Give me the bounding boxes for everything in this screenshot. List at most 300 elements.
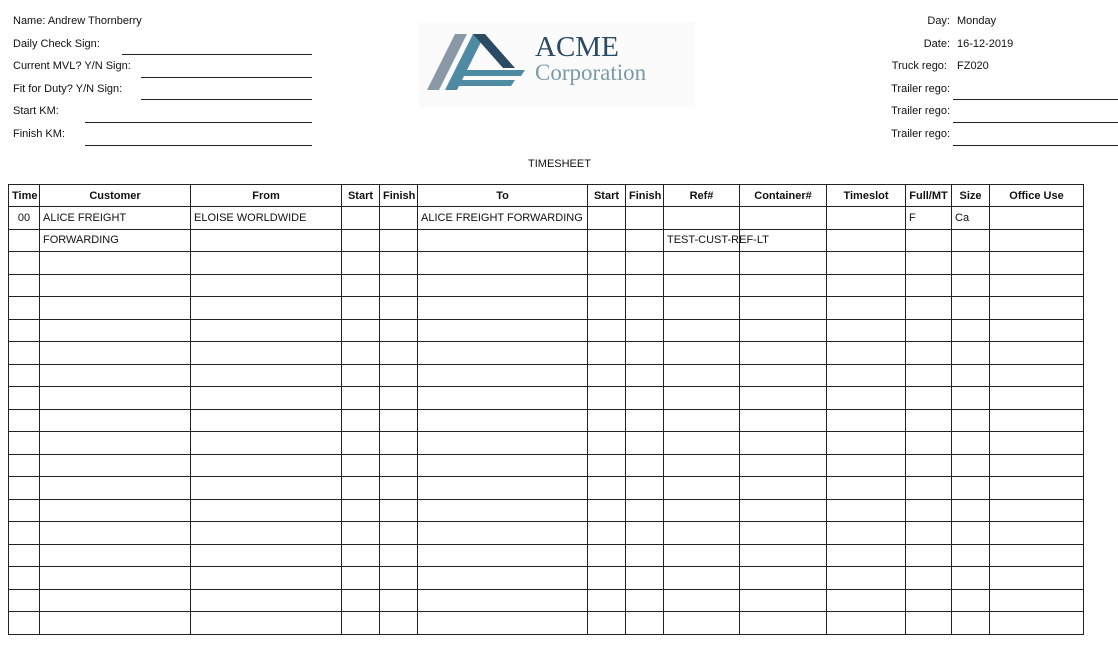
table-cell[interactable]: ALICE FREIGHT	[40, 207, 191, 230]
table-cell[interactable]	[827, 454, 906, 477]
table-cell[interactable]	[9, 432, 40, 455]
table-cell[interactable]	[418, 297, 588, 320]
table-cell[interactable]	[740, 612, 827, 635]
day-value: Monday	[957, 15, 997, 27]
table-cell[interactable]	[418, 499, 588, 522]
table-cell[interactable]	[380, 499, 418, 522]
table-cell[interactable]	[9, 342, 40, 365]
table-cell[interactable]	[626, 544, 664, 567]
table-cell[interactable]	[740, 567, 827, 590]
table-cell[interactable]	[588, 319, 626, 342]
table-cell[interactable]	[588, 409, 626, 432]
table-cell[interactable]	[40, 589, 191, 612]
table-cell[interactable]	[342, 319, 380, 342]
finish-km-line[interactable]	[85, 145, 312, 146]
table-cell[interactable]	[626, 409, 664, 432]
table-cell[interactable]	[342, 387, 380, 410]
table-cell[interactable]	[40, 454, 191, 477]
table-cell[interactable]	[418, 432, 588, 455]
table-row	[9, 432, 1084, 455]
table-cell[interactable]	[906, 342, 952, 365]
table-cell[interactable]	[664, 567, 740, 590]
table-cell[interactable]	[191, 612, 342, 635]
table-cell[interactable]	[990, 207, 1084, 230]
table-cell[interactable]	[418, 589, 588, 612]
table-cell[interactable]	[664, 499, 740, 522]
table-cell[interactable]	[40, 342, 191, 365]
table-cell[interactable]	[380, 454, 418, 477]
table-cell[interactable]	[827, 612, 906, 635]
table-cell[interactable]	[40, 409, 191, 432]
table-cell[interactable]	[990, 364, 1084, 387]
trailer-rego-line-1[interactable]	[953, 99, 1118, 100]
table-cell[interactable]	[664, 477, 740, 500]
table-cell[interactable]	[990, 319, 1084, 342]
table-cell[interactable]	[990, 477, 1084, 500]
table-cell[interactable]	[342, 207, 380, 230]
table-cell[interactable]	[952, 454, 990, 477]
table-cell[interactable]	[342, 589, 380, 612]
table-cell[interactable]	[588, 229, 626, 252]
table-cell[interactable]	[191, 544, 342, 567]
logo-mark-icon	[419, 22, 695, 108]
table-cell[interactable]	[588, 432, 626, 455]
table-cell[interactable]	[664, 252, 740, 275]
table-cell[interactable]	[342, 432, 380, 455]
table-row	[9, 229, 1084, 252]
table-cell[interactable]	[952, 409, 990, 432]
table-cell[interactable]	[664, 432, 740, 455]
table-cell[interactable]	[626, 432, 664, 455]
table-cell[interactable]	[906, 409, 952, 432]
table-cell[interactable]	[588, 522, 626, 545]
table-cell[interactable]	[626, 477, 664, 500]
table-cell[interactable]	[740, 522, 827, 545]
table-cell[interactable]	[664, 297, 740, 320]
table-cell[interactable]	[380, 387, 418, 410]
table-cell[interactable]	[827, 567, 906, 590]
column-header: From	[191, 185, 342, 207]
table-cell[interactable]	[740, 364, 827, 387]
table-cell[interactable]	[827, 342, 906, 365]
date-value: 16-12-2019	[957, 38, 1014, 50]
fit-for-duty-label: Fit for Duty? Y/N Sign:	[13, 83, 123, 95]
table-cell[interactable]	[990, 589, 1084, 612]
table-cell[interactable]	[588, 589, 626, 612]
table-cell[interactable]	[9, 612, 40, 635]
table-cell[interactable]	[664, 612, 740, 635]
table-cell[interactable]	[380, 409, 418, 432]
table-cell[interactable]	[827, 364, 906, 387]
table-cell[interactable]	[191, 432, 342, 455]
table-cell[interactable]	[40, 432, 191, 455]
table-cell[interactable]	[664, 522, 740, 545]
table-cell[interactable]	[827, 589, 906, 612]
table-cell[interactable]	[191, 499, 342, 522]
table-cell[interactable]	[40, 364, 191, 387]
table-cell[interactable]	[626, 297, 664, 320]
table-cell[interactable]	[626, 319, 664, 342]
table-cell[interactable]	[588, 499, 626, 522]
table-cell[interactable]	[664, 364, 740, 387]
table-cell[interactable]	[342, 544, 380, 567]
table-cell[interactable]	[342, 567, 380, 590]
table-cell[interactable]	[380, 274, 418, 297]
table-cell[interactable]	[990, 499, 1084, 522]
table-cell[interactable]	[906, 252, 952, 275]
table-cell[interactable]	[9, 499, 40, 522]
table-cell[interactable]	[990, 297, 1084, 320]
table-cell[interactable]	[827, 432, 906, 455]
table-cell[interactable]	[9, 319, 40, 342]
table-cell[interactable]	[588, 297, 626, 320]
column-header: Start	[588, 185, 626, 207]
table-cell[interactable]: TEST-CUST-REF-LT	[664, 229, 740, 252]
table-cell[interactable]	[952, 544, 990, 567]
table-cell[interactable]	[588, 477, 626, 500]
table-cell[interactable]	[626, 342, 664, 365]
table-cell[interactable]	[906, 274, 952, 297]
table-cell[interactable]	[9, 387, 40, 410]
column-header: Start	[342, 185, 380, 207]
table-cell[interactable]	[906, 364, 952, 387]
table-cell[interactable]	[418, 252, 588, 275]
table-cell[interactable]	[827, 274, 906, 297]
table-cell[interactable]	[990, 409, 1084, 432]
start-km-label: Start KM:	[13, 105, 59, 117]
table-cell[interactable]	[191, 274, 342, 297]
table-header-row	[9, 185, 1084, 207]
table-cell[interactable]	[380, 229, 418, 252]
current-mvl-sign-line[interactable]	[141, 77, 312, 78]
table-cell[interactable]	[827, 297, 906, 320]
table-cell[interactable]	[626, 454, 664, 477]
table-cell[interactable]	[664, 342, 740, 365]
table-cell[interactable]	[342, 274, 380, 297]
table-cell[interactable]	[418, 544, 588, 567]
table-cell[interactable]	[664, 454, 740, 477]
table-cell[interactable]	[990, 522, 1084, 545]
table-cell[interactable]	[626, 522, 664, 545]
table-cell[interactable]	[40, 477, 191, 500]
table-cell[interactable]	[906, 477, 952, 500]
table-cell[interactable]	[990, 567, 1084, 590]
table-cell[interactable]	[952, 229, 990, 252]
table-cell[interactable]	[342, 499, 380, 522]
table-cell[interactable]	[827, 207, 906, 230]
table-cell[interactable]	[342, 297, 380, 320]
table-cell[interactable]	[740, 387, 827, 410]
table-cell[interactable]	[952, 589, 990, 612]
table-row	[9, 387, 1084, 410]
table-cell[interactable]	[740, 207, 827, 230]
table-row	[9, 207, 1084, 230]
table-cell[interactable]	[9, 274, 40, 297]
table-cell[interactable]	[418, 477, 588, 500]
table-cell[interactable]	[191, 522, 342, 545]
logo-line1: ACME	[535, 31, 619, 63]
table-cell[interactable]	[990, 342, 1084, 365]
table-cell[interactable]	[342, 409, 380, 432]
table-cell[interactable]	[906, 454, 952, 477]
table-cell[interactable]	[9, 364, 40, 387]
table-cell[interactable]	[342, 364, 380, 387]
table-cell[interactable]	[588, 207, 626, 230]
table-cell[interactable]	[626, 499, 664, 522]
table-cell[interactable]	[418, 342, 588, 365]
table-cell[interactable]	[40, 567, 191, 590]
table-cell[interactable]	[588, 544, 626, 567]
daily-check-sign-line[interactable]	[122, 54, 312, 55]
table-cell[interactable]	[906, 297, 952, 320]
table-cell[interactable]	[418, 567, 588, 590]
table-cell[interactable]	[191, 342, 342, 365]
table-cell[interactable]	[380, 207, 418, 230]
table-cell[interactable]	[380, 544, 418, 567]
table-cell[interactable]	[380, 432, 418, 455]
table-cell[interactable]	[380, 612, 418, 635]
column-header: Finish	[380, 185, 418, 207]
table-cell[interactable]	[40, 544, 191, 567]
table-cell[interactable]	[626, 229, 664, 252]
table-cell[interactable]	[740, 589, 827, 612]
table-cell[interactable]	[664, 409, 740, 432]
trailer-rego-label-3: Trailer rego:	[891, 128, 950, 140]
table-cell[interactable]	[626, 207, 664, 230]
table-cell[interactable]	[342, 612, 380, 635]
table-cell[interactable]	[9, 567, 40, 590]
column-header: Office Use	[990, 185, 1084, 207]
table-cell[interactable]	[906, 567, 952, 590]
table-cell[interactable]	[342, 477, 380, 500]
table-cell[interactable]	[626, 274, 664, 297]
table-cell[interactable]	[9, 229, 40, 252]
table-cell[interactable]	[906, 229, 952, 252]
table-cell[interactable]	[191, 477, 342, 500]
table-cell[interactable]	[626, 387, 664, 410]
timesheet-body	[9, 207, 1084, 635]
table-cell[interactable]	[191, 409, 342, 432]
table-cell[interactable]	[9, 522, 40, 545]
table-cell[interactable]	[952, 364, 990, 387]
table-cell[interactable]	[740, 544, 827, 567]
column-header: Finish	[626, 185, 664, 207]
table-cell[interactable]	[952, 387, 990, 410]
table-cell[interactable]	[9, 409, 40, 432]
table-cell[interactable]	[380, 252, 418, 275]
table-cell[interactable]	[740, 454, 827, 477]
table-cell[interactable]	[40, 274, 191, 297]
table-cell[interactable]	[990, 252, 1084, 275]
table-cell[interactable]	[380, 319, 418, 342]
table-cell[interactable]	[191, 319, 342, 342]
table-cell[interactable]	[626, 252, 664, 275]
table-cell[interactable]	[740, 252, 827, 275]
table-cell[interactable]	[9, 454, 40, 477]
table-cell[interactable]	[952, 567, 990, 590]
start-km-line[interactable]	[85, 122, 312, 123]
table-cell[interactable]	[418, 454, 588, 477]
table-cell[interactable]	[740, 477, 827, 500]
table-cell[interactable]	[952, 522, 990, 545]
column-header: Ref#	[664, 185, 740, 207]
table-cell[interactable]: FORWARDING	[40, 229, 191, 252]
table-cell[interactable]	[588, 454, 626, 477]
table-cell[interactable]	[342, 342, 380, 365]
table-cell[interactable]	[380, 589, 418, 612]
trailer-rego-line-3[interactable]	[953, 145, 1118, 146]
table-cell[interactable]	[827, 477, 906, 500]
table-cell[interactable]	[740, 342, 827, 365]
table-cell[interactable]	[952, 274, 990, 297]
table-cell[interactable]	[952, 319, 990, 342]
table-cell[interactable]	[626, 364, 664, 387]
table-cell[interactable]	[588, 387, 626, 410]
table-cell[interactable]	[380, 364, 418, 387]
table-cell[interactable]	[906, 432, 952, 455]
table-cell[interactable]	[191, 252, 342, 275]
table-cell[interactable]	[952, 297, 990, 320]
table-cell[interactable]	[990, 454, 1084, 477]
table-cell[interactable]	[906, 387, 952, 410]
table-cell[interactable]	[990, 544, 1084, 567]
table-cell[interactable]	[418, 319, 588, 342]
trailer-rego-line-2[interactable]	[953, 122, 1118, 123]
table-cell[interactable]	[40, 252, 191, 275]
table-cell[interactable]	[827, 409, 906, 432]
table-cell[interactable]	[827, 387, 906, 410]
table-cell[interactable]	[990, 229, 1084, 252]
table-cell[interactable]	[952, 612, 990, 635]
table-cell[interactable]	[664, 589, 740, 612]
logo-line2: Corporation	[535, 60, 647, 85]
table-cell[interactable]: ALICE FREIGHT FORWARDING	[418, 207, 588, 230]
table-cell[interactable]	[906, 319, 952, 342]
table-cell[interactable]	[990, 274, 1084, 297]
table-cell[interactable]	[342, 229, 380, 252]
table-cell[interactable]	[9, 544, 40, 567]
table-row	[9, 522, 1084, 545]
table-cell[interactable]	[342, 454, 380, 477]
table-cell[interactable]	[740, 319, 827, 342]
table-cell[interactable]	[342, 252, 380, 275]
table-cell[interactable]	[418, 364, 588, 387]
fit-for-duty-sign-line[interactable]	[141, 99, 312, 100]
table-cell[interactable]: ELOISE WORLDWIDE	[191, 207, 342, 230]
table-cell[interactable]	[40, 499, 191, 522]
table-cell[interactable]	[380, 567, 418, 590]
table-cell[interactable]	[906, 612, 952, 635]
table-cell[interactable]	[40, 297, 191, 320]
table-cell[interactable]	[952, 477, 990, 500]
table-cell[interactable]	[588, 274, 626, 297]
company-logo	[419, 22, 695, 108]
table-cell[interactable]	[191, 589, 342, 612]
table-cell[interactable]	[990, 387, 1084, 410]
table-cell[interactable]	[740, 409, 827, 432]
table-cell[interactable]	[191, 229, 342, 252]
table-cell[interactable]	[9, 477, 40, 500]
table-cell[interactable]	[380, 522, 418, 545]
table-cell[interactable]	[827, 522, 906, 545]
table-cell[interactable]	[664, 387, 740, 410]
table-cell[interactable]	[664, 207, 740, 230]
table-cell[interactable]	[664, 274, 740, 297]
table-cell[interactable]	[418, 612, 588, 635]
trailer-rego-label-1: Trailer rego:	[891, 83, 950, 95]
table-cell[interactable]	[418, 409, 588, 432]
table-cell[interactable]	[588, 252, 626, 275]
table-cell[interactable]: 00	[9, 207, 40, 230]
table-cell[interactable]	[827, 229, 906, 252]
table-cell[interactable]	[588, 364, 626, 387]
table-cell[interactable]	[827, 544, 906, 567]
table-cell[interactable]	[740, 297, 827, 320]
table-cell[interactable]	[952, 499, 990, 522]
table-cell[interactable]	[952, 252, 990, 275]
table-cell[interactable]	[626, 567, 664, 590]
table-cell[interactable]	[740, 499, 827, 522]
table-row	[9, 319, 1084, 342]
table-cell[interactable]	[588, 567, 626, 590]
table-cell[interactable]	[9, 589, 40, 612]
table-cell[interactable]	[990, 432, 1084, 455]
table-cell[interactable]	[588, 612, 626, 635]
table-cell[interactable]	[191, 387, 342, 410]
table-cell[interactable]	[827, 499, 906, 522]
table-cell[interactable]	[9, 297, 40, 320]
table-cell[interactable]	[626, 589, 664, 612]
table-cell[interactable]: Ca	[952, 207, 990, 230]
table-cell[interactable]	[342, 522, 380, 545]
column-header: To	[418, 185, 588, 207]
table-cell[interactable]	[9, 252, 40, 275]
table-cell[interactable]	[191, 364, 342, 387]
table-cell[interactable]	[906, 589, 952, 612]
table-cell[interactable]	[380, 297, 418, 320]
table-cell[interactable]	[906, 522, 952, 545]
table-cell[interactable]	[952, 432, 990, 455]
table-row	[9, 499, 1084, 522]
table-cell[interactable]	[191, 567, 342, 590]
table-cell[interactable]	[191, 297, 342, 320]
table-cell[interactable]	[906, 499, 952, 522]
table-cell[interactable]	[40, 387, 191, 410]
table-cell[interactable]	[40, 319, 191, 342]
table-cell[interactable]	[906, 544, 952, 567]
table-cell[interactable]	[990, 612, 1084, 635]
table-cell[interactable]	[418, 522, 588, 545]
table-cell[interactable]	[380, 342, 418, 365]
table-cell[interactable]	[952, 342, 990, 365]
table-cell[interactable]	[588, 342, 626, 365]
table-cell[interactable]	[418, 387, 588, 410]
table-cell[interactable]	[191, 454, 342, 477]
table-cell[interactable]	[418, 229, 588, 252]
table-cell[interactable]	[626, 612, 664, 635]
table-cell[interactable]	[740, 274, 827, 297]
table-cell[interactable]	[664, 544, 740, 567]
table-cell[interactable]	[664, 319, 740, 342]
table-cell[interactable]	[827, 319, 906, 342]
table-cell[interactable]	[40, 522, 191, 545]
table-cell[interactable]	[380, 477, 418, 500]
table-cell[interactable]: F	[906, 207, 952, 230]
table-cell[interactable]	[40, 612, 191, 635]
table-cell[interactable]	[740, 432, 827, 455]
table-cell[interactable]	[418, 274, 588, 297]
table-cell[interactable]	[827, 252, 906, 275]
